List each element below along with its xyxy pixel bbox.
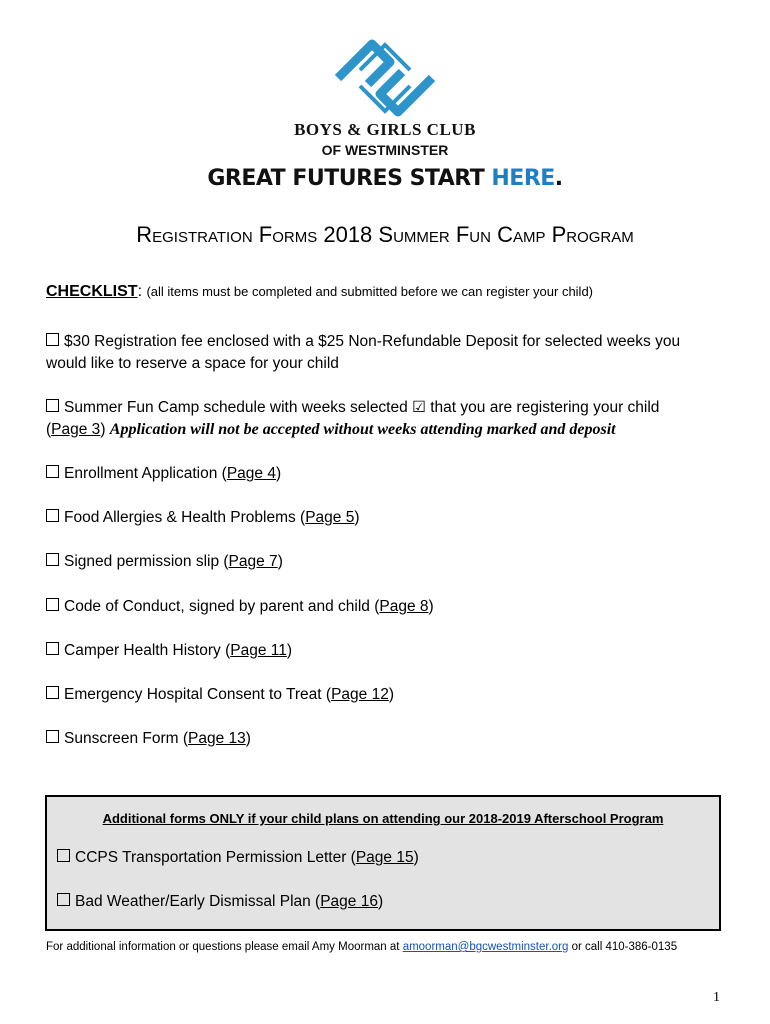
checkbox[interactable]: [57, 893, 70, 906]
checkbox[interactable]: [46, 598, 59, 611]
page-link[interactable]: Page 4: [226, 465, 276, 482]
checklist-item-hospital-consent: [46, 684, 736, 706]
checkbox[interactable]: [46, 686, 59, 699]
checkbox[interactable]: [46, 509, 59, 522]
checklist-item-enrollment: [46, 463, 736, 485]
checklist-item-permission-slip: [46, 551, 736, 573]
contact-footer: [46, 941, 677, 953]
checkbox[interactable]: [46, 465, 59, 478]
checklist-item-food-allergies: [46, 507, 736, 529]
checklist-item-code-of-conduct: [46, 596, 736, 618]
item-close-paren: ): [277, 553, 283, 570]
checkbox[interactable]: [46, 333, 59, 346]
page-link[interactable]: Page 16: [320, 893, 378, 910]
page-title: Registration Forms 2018 Summer Fun Camp Program: [136, 222, 634, 247]
checklist-header: [46, 283, 593, 301]
org-name-line2: OF WESTMINSTER: [321, 142, 449, 158]
item-close-paren: ): [388, 686, 394, 703]
checklist-item-camp-schedule: [46, 397, 736, 441]
checkbox[interactable]: [46, 642, 59, 655]
item-close-paren: ): [413, 849, 419, 866]
additional-item-transportation: [57, 849, 419, 867]
page-link[interactable]: Page 13: [188, 730, 246, 747]
page-link[interactable]: Page 7: [228, 553, 278, 570]
item-open-paren: (: [46, 421, 52, 438]
page-link[interactable]: Page 3: [51, 421, 101, 438]
item-text: Emergency Hospital Consent to Treat (: [64, 686, 332, 703]
checklist-colon: :: [137, 283, 143, 300]
page-number: 1: [713, 990, 720, 1005]
checkbox[interactable]: [46, 399, 59, 412]
page-link[interactable]: Page 12: [331, 686, 389, 703]
item-text: $30 Registration fee enclosed with a $25 Non-Refundable Deposit for selected weeks you: [64, 333, 681, 350]
item-text: Food Allergies & Health Problems (: [64, 509, 306, 526]
item-close-paren: ): [377, 893, 384, 910]
page-link[interactable]: Page 5: [305, 509, 355, 526]
page-link[interactable]: Page 8: [379, 598, 429, 615]
page-link[interactable]: Page 15: [355, 849, 414, 866]
checklist-item-sunscreen: [46, 728, 736, 750]
checklist-label: CHECKLIST: [46, 283, 138, 300]
item-close-paren: ): [428, 598, 434, 615]
checkbox[interactable]: [46, 730, 59, 743]
checklist-item-registration-fee: [46, 331, 736, 375]
item-close-paren: ): [286, 642, 293, 659]
item-text-continued: would like to reserve a space for your child: [46, 355, 339, 372]
additional-item-bad-weather: [57, 893, 383, 911]
item-text: Enrollment Application (: [64, 465, 227, 482]
warning-text: Application will not be accepted without weeks attending marked and deposit: [109, 421, 616, 438]
org-name-line1: BOYS & GIRLS CLUB: [294, 120, 476, 139]
item-close-paren: ): [354, 509, 360, 526]
email-link[interactable]: amoorman@bgcwestminster.org: [402, 941, 569, 953]
item-close-paren: ): [100, 421, 106, 438]
checklist-item-health-history: [46, 640, 736, 662]
page-link[interactable]: Page 11: [230, 642, 287, 659]
item-text: Bad Weather/Early Dismissal Plan (: [75, 893, 321, 910]
additional-forms-heading: Additional forms ONLY if your child plans on attending our 2018-2019 Afterschool Program: [102, 811, 664, 826]
item-close-paren: ): [275, 465, 282, 482]
item-text: Code of Conduct, signed by parent and child (: [64, 598, 380, 615]
footer-suffix: or call 410-386-0135: [568, 941, 678, 953]
tagline-end: .: [554, 166, 563, 191]
item-text: Signed permission slip (: [64, 553, 229, 570]
tagline: [0, 166, 770, 191]
tagline-main: GREAT FUTURES START: [207, 166, 492, 191]
item-close-paren: ): [245, 730, 251, 747]
checklist-note: (all items must be completed and submitted before we can register your child): [146, 284, 594, 299]
checkbox[interactable]: [46, 553, 59, 566]
tagline-accent: HERE: [491, 166, 555, 191]
boys-girls-club-logo-icon: [330, 30, 440, 125]
checkbox[interactable]: [57, 849, 70, 862]
item-text: Sunscreen Form (: [64, 730, 189, 747]
item-text: Camper Health History (: [64, 642, 231, 659]
additional-forms-panel: [45, 795, 721, 931]
footer-prefix: For additional information or questions please email Amy Moorman at: [46, 941, 403, 953]
item-text: Summer Fun Camp schedule with weeks selected ☑ that you are registering your child: [64, 399, 660, 416]
item-text: CCPS Transportation Permission Letter (: [75, 849, 356, 866]
